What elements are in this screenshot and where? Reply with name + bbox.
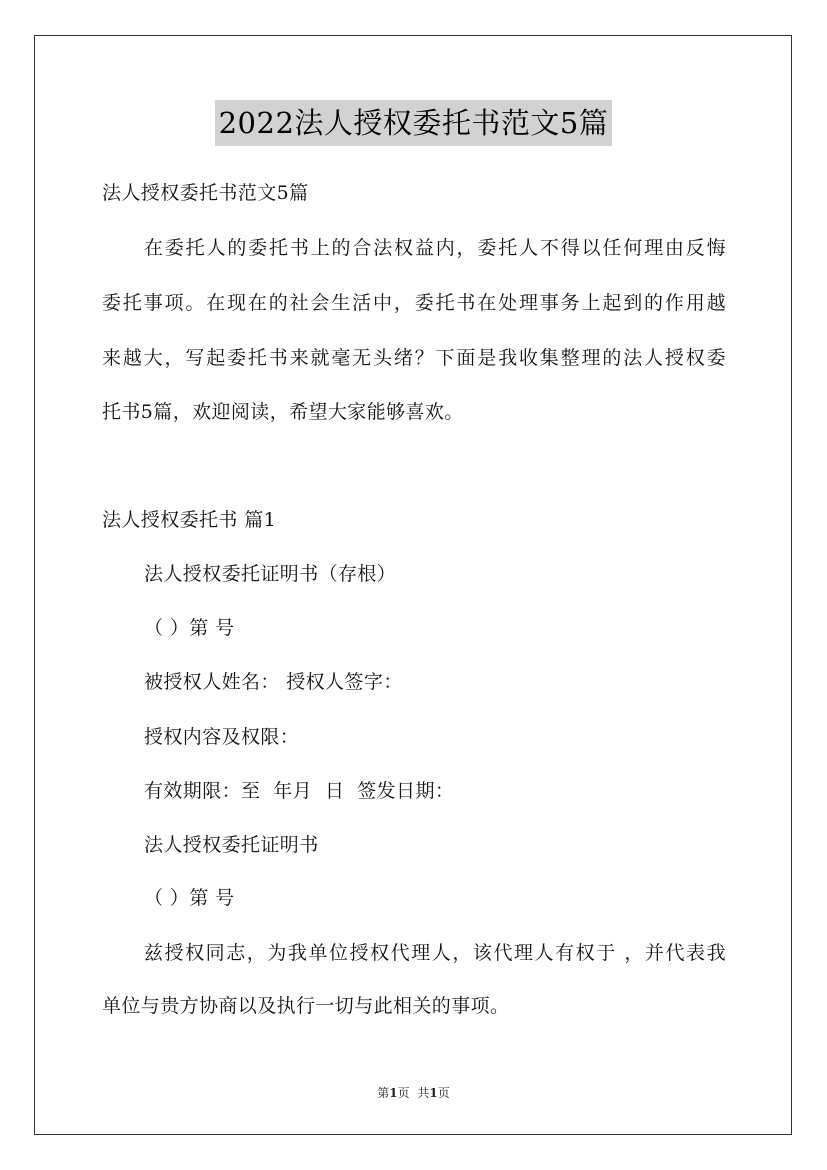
footer-page-label: 第 [377, 1086, 390, 1100]
footer-page-number: 1 [389, 1086, 398, 1100]
cert-number: （ ）第 号 [144, 887, 235, 909]
footer-total-number: 1 [429, 1086, 438, 1100]
cert-title: 法人授权委托证明书 [144, 834, 319, 856]
stub-number: （ ）第 号 [144, 617, 235, 639]
title-container [0, 100, 827, 146]
intro-line-3: 来越大，写起委托书来就毫无头绪？下面是我收集整理的法人授权委 [102, 347, 726, 369]
footer-total-label: 共 [417, 1086, 430, 1100]
stub-title: 法人授权委托证明书（存根） [144, 563, 397, 585]
intro-line-1: 在委托人的委托书上的合法权益内，委托人不得以任何理由反悔 [144, 237, 726, 259]
document-title: 2022法人授权委托书范文5篇 [215, 100, 613, 146]
intro-line-4: 托书5篇，欢迎阅读，希望大家能够喜欢。 [102, 401, 464, 423]
intro-line-2: 委托事项。在现在的社会生活中，委托书在处理事务上起到的作用越 [102, 292, 726, 314]
cert-body-line-2: 单位与贵方协商以及执行一切与此相关的事项。 [102, 995, 510, 1017]
stub-scope-field: 授权内容及权限： [144, 726, 300, 748]
page-footer [0, 1085, 827, 1101]
footer-page-unit: 页 [397, 1086, 410, 1100]
cert-body-line-1: 兹授权同志，为我单位授权代理人，该代理人有权于 ，并代表我 [144, 942, 726, 964]
stub-name-field: 被授权人姓名： 授权人签字： [144, 671, 403, 693]
section-heading: 法人授权委托书 篇1 [102, 509, 277, 531]
stub-validity-field: 有效期限：至 年月 日 签发日期： [144, 780, 455, 802]
document-subtitle: 法人授权委托书范文5篇 [102, 182, 309, 204]
footer-total-unit: 页 [437, 1086, 450, 1100]
